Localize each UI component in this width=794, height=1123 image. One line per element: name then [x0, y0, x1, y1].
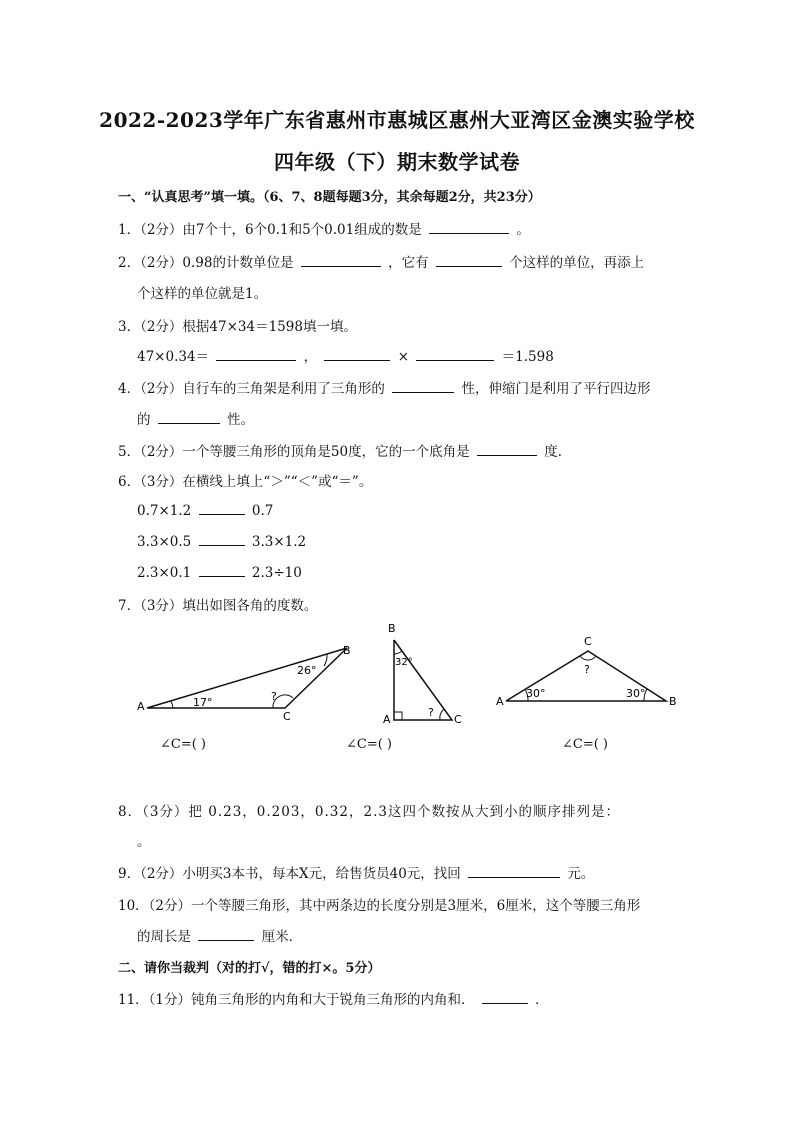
- q5-text-b: 度．: [544, 444, 572, 460]
- exam-title-line1: 2022-2023学年广东省惠州市惠城区惠州大亚湾区金澳实验学校: [99, 108, 695, 132]
- fig3-answer[interactable]: ∠C=( ): [562, 737, 609, 752]
- fig1-answer[interactable]: ∠C=( ): [160, 737, 207, 752]
- q6-blank-3[interactable]: [199, 563, 245, 577]
- q6-item-2-right: 3.3×1.2: [251, 534, 307, 550]
- q6-blank-1[interactable]: [199, 501, 245, 515]
- question-11: [118, 988, 549, 1008]
- triangle-figure-2: [380, 620, 470, 730]
- q1-end: 。: [516, 222, 530, 238]
- triangle-figure-1: [135, 640, 355, 730]
- question-3-equation: [137, 345, 554, 365]
- fig3-angle-a: 30°: [526, 687, 546, 700]
- q11-end: ．: [535, 992, 549, 1008]
- q2-text-d: 个这样的单位就是1。: [137, 286, 268, 302]
- q11-text-a: 11．（1分）钝角三角形的内角和大于锐角三角形的内角和．: [118, 992, 475, 1008]
- q3-text-a: 3．（2分）根据47×34＝1598填一填。: [118, 319, 357, 335]
- q4-text-b: 性，伸缩门是利用了平行四边形: [461, 381, 651, 397]
- q4-blank-2[interactable]: [158, 410, 220, 424]
- question-4-cont: [137, 408, 254, 428]
- q6-text-a: 6．（3分）在横线上填上“＞”“＜”或“＝”。: [118, 474, 373, 490]
- q4-text-a: 4．（2分）自行车的三角架是利用了三角形的: [118, 381, 385, 397]
- fig3-label-a: A: [496, 695, 504, 708]
- q4-blank-1[interactable]: [392, 379, 454, 393]
- q8-text-a: 8．（3分）把 0.23，0.203，0.32，2.3这四个数按从大到小的顺序排列是：: [118, 804, 620, 820]
- q6-item-3: [137, 563, 302, 581]
- fig2-unknown: ?: [428, 706, 434, 719]
- q6-blank-2[interactable]: [199, 532, 245, 546]
- question-5: [118, 440, 571, 460]
- question-10-cont: [137, 925, 302, 945]
- q3-comma: ，: [303, 349, 318, 365]
- q10-text-b: 的周长是: [137, 929, 191, 945]
- q3-blank-3[interactable]: [416, 347, 494, 361]
- fig2-angle-b: 32°: [395, 657, 413, 668]
- q2-text-a: 2．（2分）0.98的计数单位是: [118, 255, 294, 271]
- fig3-unknown: ?: [584, 663, 590, 676]
- q10-blank[interactable]: [198, 927, 254, 941]
- fig1-angle-b: 26°: [297, 664, 317, 677]
- question-9: [118, 862, 594, 882]
- triangle-2-edges: [394, 640, 452, 720]
- fig2-label-a: A: [383, 713, 391, 726]
- q2-text-c: 个这样的单位，再添上: [509, 255, 645, 271]
- fig3-label-b: B: [669, 695, 677, 708]
- q6-item-2: [137, 532, 306, 550]
- exam-title-line2: 四年级（下）期末数学试卷: [274, 150, 520, 174]
- q3-times: ×: [397, 349, 410, 365]
- section1-heading: 一、“认真思考”填一填。（6、7、8题每题3分，其余每题2分，共23分）: [118, 190, 541, 205]
- q3-text-b: 47×0.34＝: [137, 349, 210, 365]
- triangle-figure-3: [492, 633, 692, 713]
- q5-blank[interactable]: [477, 442, 537, 456]
- fig1-label-b: B: [343, 644, 351, 657]
- q3-blank-2[interactable]: [324, 347, 390, 361]
- q4-text-d: 性。: [227, 412, 255, 428]
- q6-item-1: [137, 501, 273, 519]
- q1-blank[interactable]: [429, 220, 509, 234]
- fig2-answer[interactable]: ∠C=( ): [346, 737, 393, 752]
- question-2: [118, 251, 644, 271]
- q6-item-3-right: 2.3÷10: [251, 565, 302, 581]
- fig1-unknown: ?: [271, 690, 277, 703]
- fig2-label-b: B: [388, 622, 396, 635]
- q6-item-2-left: 3.3×0.5: [137, 534, 192, 550]
- q10-text-c: 厘米．: [261, 929, 303, 945]
- q3-result: ＝1.598: [501, 349, 554, 365]
- question-1: [118, 218, 530, 238]
- q9-text-b: 元。: [567, 866, 595, 882]
- triangle-1-edges: [147, 648, 347, 708]
- q10-text-a: 10．（2分）一个等腰三角形，其中两条边的长度分别是3厘米，6厘米，这个等腰三角形: [118, 898, 641, 914]
- question-4: [118, 377, 651, 397]
- fig1-label-c: C: [283, 710, 291, 723]
- q9-text-a: 9．（2分）小明买3本书，每本X元，给售货员40元，找回: [118, 866, 461, 882]
- q2-blank-1[interactable]: [301, 253, 381, 267]
- q7-text-a: 7．（3分）填出如图各角的度数。: [118, 598, 318, 614]
- q4-text-c: 的: [137, 412, 151, 428]
- q1-text: 1．（2分）由7个十，6个0.1和5个0.01组成的数是: [118, 222, 422, 238]
- q2-text-b: ，它有: [388, 255, 429, 271]
- q9-blank[interactable]: [468, 864, 560, 878]
- q5-text-a: 5．（2分）一个等腰三角形的顶角是50度，它的一个底角是: [118, 444, 470, 460]
- section2-heading: 二、请你当裁判（对的打√，错的打×。5分）: [118, 961, 381, 976]
- q8-text-b: 。: [137, 834, 151, 850]
- fig1-label-a: A: [137, 700, 145, 713]
- fig1-angle-a: 17°: [193, 696, 213, 709]
- q6-item-1-right: 0.7: [251, 503, 274, 519]
- q2-blank-2[interactable]: [436, 253, 502, 267]
- q11-blank[interactable]: [482, 990, 528, 1004]
- fig2-label-c: C: [454, 713, 462, 726]
- fig3-label-c: C: [584, 635, 592, 648]
- fig3-angle-b: 30°: [626, 687, 646, 700]
- q6-item-1-left: 0.7×1.2: [137, 503, 192, 519]
- q3-blank-1[interactable]: [216, 347, 296, 361]
- q6-item-3-left: 2.3×0.1: [137, 565, 192, 581]
